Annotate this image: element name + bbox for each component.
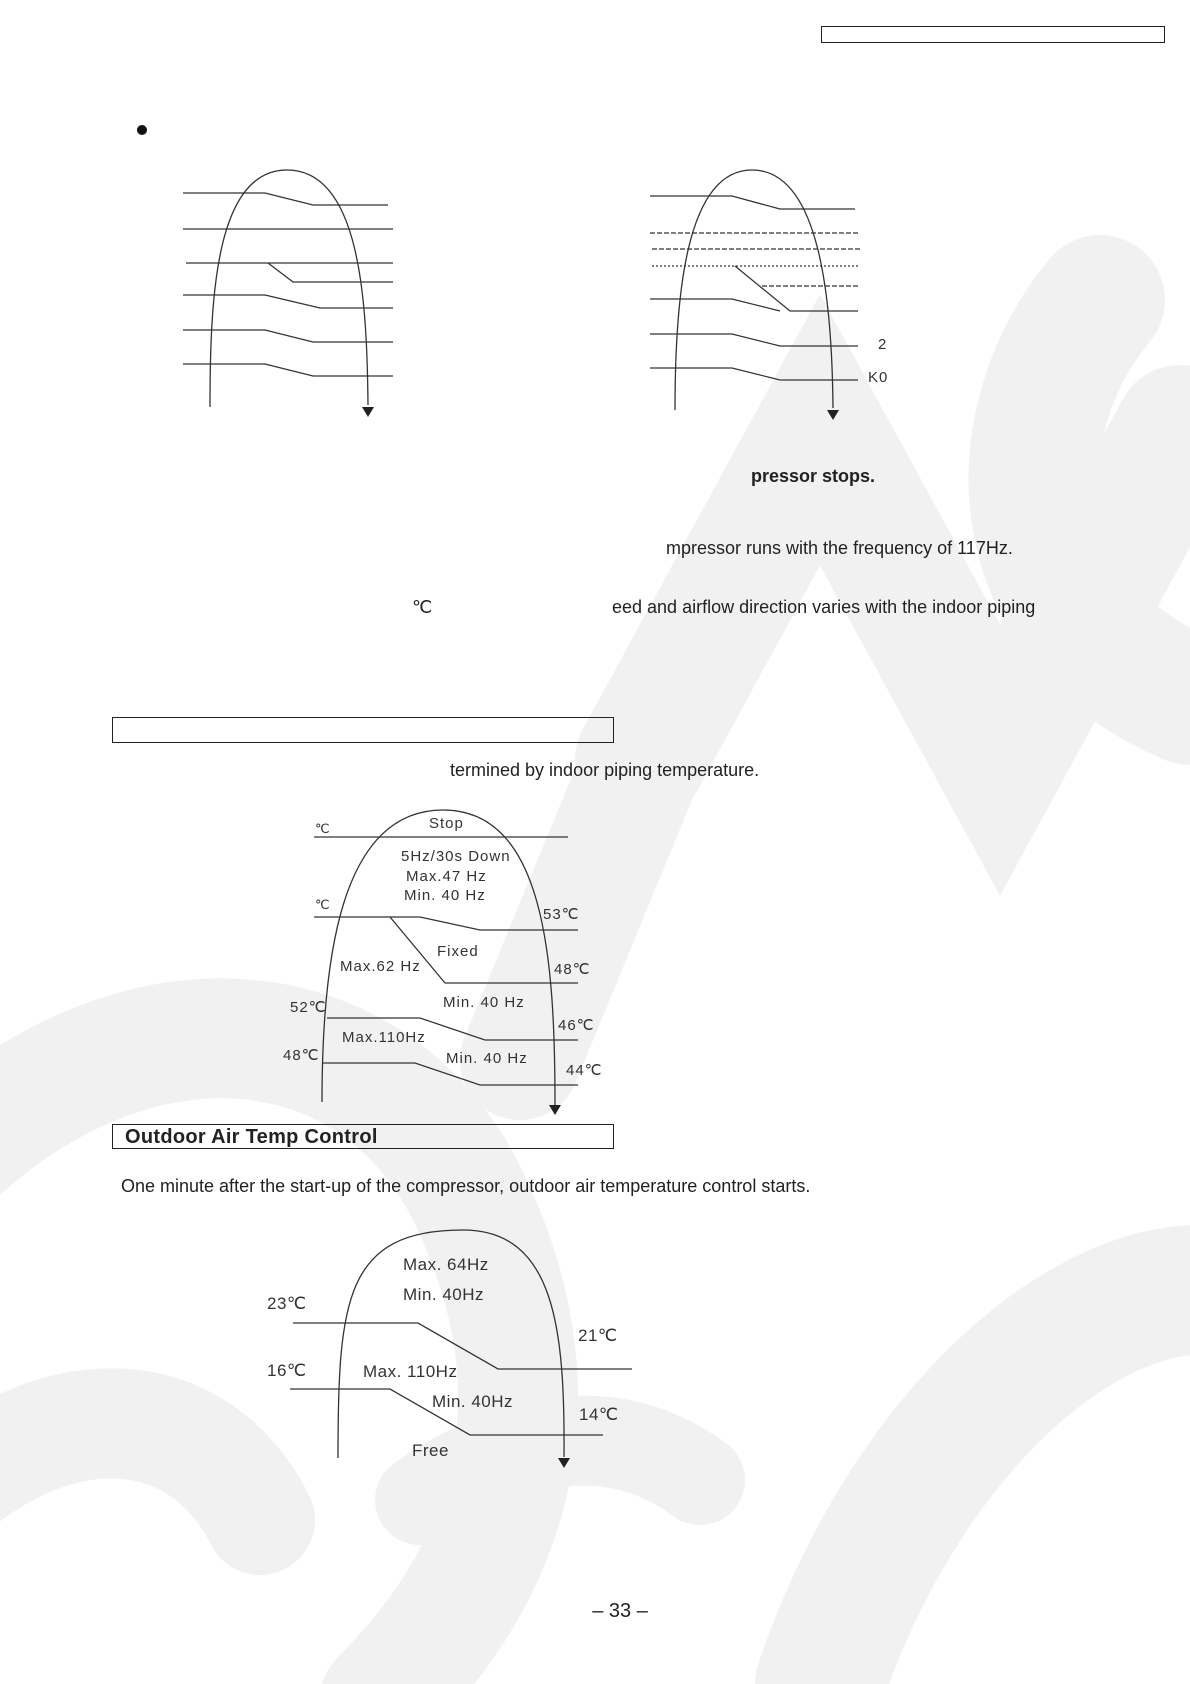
indoor-48-left: 48℃ [283, 1047, 320, 1064]
outdoor-title: Outdoor Air Temp Control [125, 1126, 378, 1148]
page-number-value: 33 [608, 1600, 632, 1622]
indoor-unit-top: ℃ [315, 821, 331, 836]
indoor-down: 5Hz/30s Down [401, 848, 511, 865]
indoor-52: 52℃ [290, 999, 327, 1016]
indoor-intro: termined by indoor piping temperature. [450, 760, 760, 780]
outdoor-free: Free [412, 1441, 449, 1460]
outdoor-16: 16℃ [267, 1361, 307, 1380]
label-2: 2 [878, 336, 888, 353]
label-k0: K0 [868, 369, 889, 386]
indoor-min40-b: Min. 40 Hz [443, 994, 525, 1011]
dash-left: – [592, 1600, 604, 1622]
outdoor-14: 14℃ [579, 1405, 619, 1424]
dash-right: – [636, 1600, 648, 1622]
outdoor-min40-b: Min. 40Hz [432, 1392, 514, 1411]
indoor-fixed: Fixed [437, 943, 479, 960]
indoor-max110: Max.110Hz [342, 1029, 426, 1046]
outdoor-intro: One minute after the start-up of the compressor, outdoor air temperature control starts. [121, 1176, 811, 1196]
text-airflow: eed and airflow direction varies with the indoor piping [612, 597, 1036, 617]
outdoor-min40-a: Min. 40Hz [403, 1285, 485, 1304]
outdoor-23: 23℃ [267, 1294, 307, 1313]
indoor-unit-mid: ℃ [315, 897, 331, 912]
indoor-min40-a: Min. 40 Hz [404, 887, 486, 904]
indoor-53: 53℃ [543, 906, 580, 923]
indoor-44: 44℃ [566, 1062, 603, 1079]
indoor-46: 46℃ [558, 1017, 595, 1034]
outdoor-max110: Max. 110Hz [363, 1362, 458, 1381]
text-frequency: mpressor runs with the frequency of 117Hz. [666, 538, 1013, 558]
indoor-min40-c: Min. 40 Hz [446, 1050, 528, 1067]
indoor-max47: Max.47 Hz [406, 868, 487, 885]
indoor-stop: Stop [429, 815, 464, 832]
text-compressor-stops: pressor stops. [751, 466, 876, 486]
text-celsius: ℃ [412, 597, 433, 617]
page-number [560, 1600, 680, 1623]
outdoor-21: 21℃ [578, 1326, 618, 1345]
indoor-max62: Max.62 Hz [340, 958, 421, 975]
outdoor-max64: Max. 64Hz [403, 1255, 489, 1274]
indoor-48-right: 48℃ [554, 961, 591, 978]
